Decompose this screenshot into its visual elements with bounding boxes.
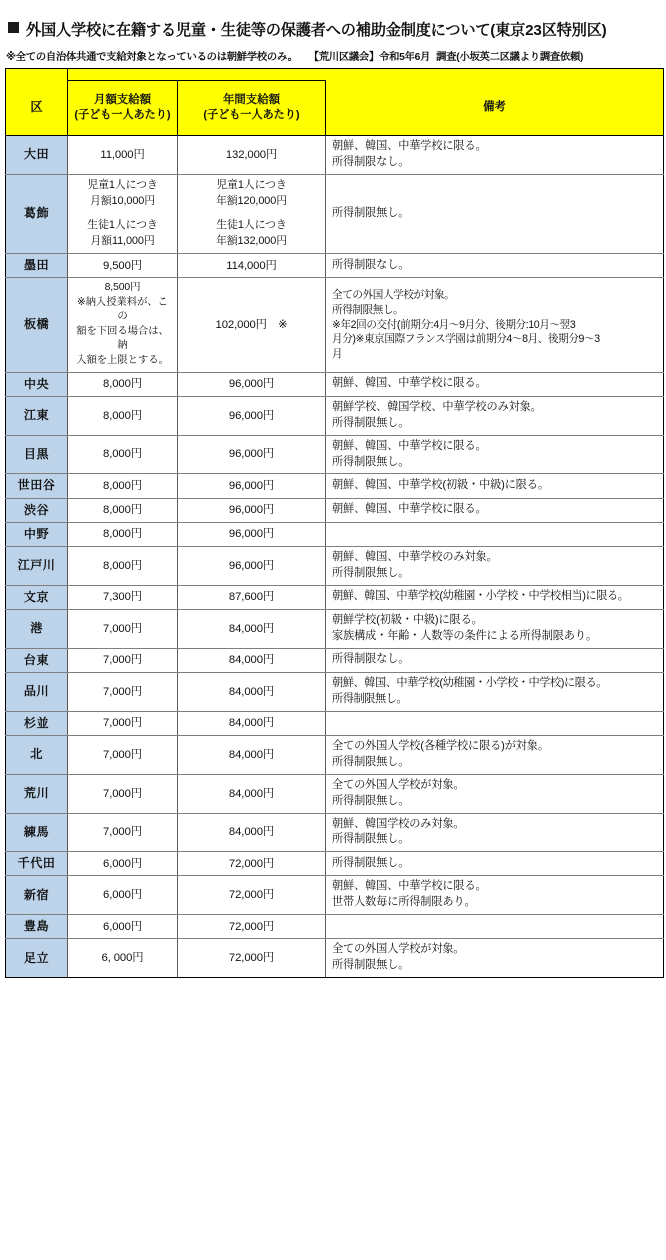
cell-annual-amount: 102,000円 ※ [178,278,326,372]
cell-annual-amount: 132,000円 [178,136,326,175]
text-line: 月 [332,347,343,360]
cell-annual-amount: 84,000円 [178,735,326,774]
cell-remark [326,136,664,175]
cell-annual-amount: 96,000円 [178,372,326,396]
text-line: 世帯人数毎に所得制限あり。 [332,896,476,909]
table-row [6,774,664,813]
table-row [6,522,664,546]
cell-annual-amount: 72,000円 [178,915,326,939]
cell-annual-amount: 96,000円 [178,435,326,474]
table-row [6,939,664,978]
text-line: 所得制限無し。 [332,692,408,705]
subsidy-table [5,68,664,978]
cell-ward: 千代田 [6,852,68,876]
cell-remark [326,474,664,498]
text-line: 朝鮮、韓国、中華学校のみ対象。 [332,550,498,563]
text-line: 朝鮮学校、韓国学校、中華学校のみ対象。 [332,400,542,413]
table-row [6,852,664,876]
cell-monthly-amount: 11,000円 [68,136,178,175]
cell-annual-amount: 87,600円 [178,585,326,609]
text-line: 所得制限無し。 [332,959,410,972]
cell-ward: 練馬 [6,813,68,852]
cell-annual-amount: 84,000円 [178,648,326,672]
text-line: 児童1人につき [216,178,287,191]
cell-monthly-amount: 6,000円 [68,915,178,939]
cell-remark [326,876,664,915]
cell-remark [326,774,664,813]
text-line: 所得制限無し。 [332,304,404,316]
cell-annual-amount: 96,000円 [178,522,326,546]
cell-ward: 江東 [6,396,68,435]
text-line: 所得制限なし。 [332,258,410,271]
text-line: 家族構成・年齢・人数等の条件による所得制限あり。 [332,629,597,642]
cell-annual-amount: 72,000円 [178,852,326,876]
cell-ward: 江戸川 [6,546,68,585]
cell-ward: 文京 [6,585,68,609]
subtitle-note-source: 【荒川区議会】令和5年6月 [308,52,431,63]
table-row [6,813,664,852]
text-line: 入額を上限とする。 [76,355,169,367]
table-body [6,136,664,978]
text-line: 年額120,000円 [215,194,288,207]
table-header-band [6,69,664,81]
text-line: 朝鮮、韓国、中華学校(初級・中級)に限る。 [332,479,549,492]
cell-ward: 台東 [6,648,68,672]
cell-remark [326,396,664,435]
cell-remark [326,278,664,372]
cell-ward: 新宿 [6,876,68,915]
text-line: 朝鮮、韓国、中華学校(幼稚園・小学校・中学校相当)に限る。 [332,590,629,603]
cell-ward: 大田 [6,136,68,175]
cell-monthly-amount: 8,000円 [68,372,178,396]
cell-annual-amount: 114,000円 [178,254,326,278]
header-band-span [68,69,664,81]
cell-annual-amount [178,174,326,253]
cell-monthly-amount: 7,300円 [68,585,178,609]
cell-monthly-amount: 8,000円 [68,522,178,546]
cell-annual-amount: 84,000円 [178,711,326,735]
text-line: 朝鮮、韓国学校のみ対象。 [332,817,465,830]
column-header-annual-sub: (子ども一人あたり) [203,109,300,122]
cell-remark [326,372,664,396]
cell-monthly-amount: 7,000円 [68,672,178,711]
text-line: 所得制限なし。 [332,155,410,168]
cell-monthly-amount: 8,000円 [68,435,178,474]
text-line: ※納入授業料が、この [77,296,168,323]
table-row [6,876,664,915]
cell-monthly-amount: 6, 000円 [68,939,178,978]
cell-annual-amount: 72,000円 [178,876,326,915]
cell-remark [326,609,664,648]
table-row [6,474,664,498]
cell-monthly-amount [68,278,178,372]
text-line: 朝鮮、韓国、中華学校に限る。 [332,503,487,516]
cell-remark [326,939,664,978]
text-line: 所得制限無し。 [332,856,410,869]
table-row [6,254,664,278]
table-header-row [6,81,664,136]
cell-ward: 渋谷 [6,498,68,522]
text-line: 年額132,000円 [215,235,288,248]
table-row [6,278,664,372]
text-line: 全ての外国人学校(各種学校に限る)が対象。 [332,739,549,752]
cell-remark [326,546,664,585]
cell-annual-amount: 84,000円 [178,609,326,648]
column-header-ward: 区 [6,81,68,136]
cell-ward: 足立 [6,939,68,978]
cell-monthly-amount [68,174,178,253]
text-line: 朝鮮学校(初級・中級)に限る。 [332,613,483,626]
text-line: 所得制限なし。 [332,653,410,666]
cell-annual-amount: 96,000円 [178,396,326,435]
text-line: ※年2回の交付(前期分:4月～9月分、後期分:10月～翌3 [332,318,576,331]
cell-monthly-amount: 7,000円 [68,735,178,774]
header-band-ward [6,69,68,81]
cell-monthly-amount: 7,000円 [68,609,178,648]
cell-monthly-amount: 6,000円 [68,876,178,915]
cell-annual-amount: 96,000円 [178,498,326,522]
cell-remark [326,435,664,474]
cell-ward: 杉並 [6,711,68,735]
table-row [6,672,664,711]
table-row [6,711,664,735]
cell-monthly-amount: 8,000円 [68,546,178,585]
cell-ward: 中野 [6,522,68,546]
text-line: 所得制限無し。 [332,755,410,768]
cell-remark [326,254,664,278]
subtitle-note-common: ※全ての自治体共通で支給対象となっているのは朝鮮学校のみ。 [6,52,298,63]
cell-remark [326,585,664,609]
text-line: 全ての外国人学校が対象。 [332,943,465,956]
text-line: 生徒1人につき [87,219,158,232]
text-line: 全ての外国人学校が対象。 [332,289,455,302]
cell-ward: 世田谷 [6,474,68,498]
cell-remark [326,672,664,711]
text-line: 所得制限無し。 [332,566,410,579]
subtitle-note-survey: 調査(小坂英二区議より調査依頼) [436,52,584,63]
table-header [6,69,664,136]
cell-remark [326,813,664,852]
table-row [6,648,664,672]
black-square-bullet-icon [8,22,19,33]
cell-monthly-amount: 8,000円 [68,498,178,522]
text-line: 月額10,000円 [89,194,156,207]
text-line: 児童1人につき [87,178,158,191]
text-line: 全ての外国人学校が対象。 [332,778,465,791]
cell-ward: 葛飾 [6,174,68,253]
cell-monthly-amount: 7,000円 [68,648,178,672]
table-row [6,546,664,585]
text-line: 8,500円 [104,282,141,294]
line-spacer [72,209,173,218]
cell-remark [326,174,664,253]
text-line: 所得制限無し。 [332,416,410,429]
page-title [0,0,666,40]
table-row [6,735,664,774]
cell-ward: 品川 [6,672,68,711]
cell-ward: 墨田 [6,254,68,278]
cell-annual-amount: 96,000円 [178,546,326,585]
table-row [6,136,664,175]
cell-ward: 港 [6,609,68,648]
column-header-monthly [68,81,178,136]
text-line: 朝鮮、韓国、中華学校に限る。 [332,439,487,452]
table-row [6,372,664,396]
cell-annual-amount: 84,000円 [178,672,326,711]
text-line: 額を下回る場合は、納 [76,325,169,352]
column-header-monthly-label: 月額支給額 [94,93,151,106]
column-header-annual [178,81,326,136]
text-line: 月分)※東京国際フランス学園は前期分4～8月、後期分9～3 [332,333,600,346]
text-line: 朝鮮、韓国、中華学校に限る。 [332,377,487,390]
text-line: 所得制限無し。 [332,455,410,468]
cell-remark [326,852,664,876]
table-row [6,396,664,435]
cell-ward: 北 [6,735,68,774]
text-line: 所得制限無し。 [332,833,410,846]
page-title-text: 外国人学校に在籍する児童・生徒等の保護者への補助金制度について(東京23区特別区) [26,22,607,39]
table-row [6,498,664,522]
cell-monthly-amount: 7,000円 [68,813,178,852]
cell-remark [326,498,664,522]
text-line: 朝鮮、韓国、中華学校(幼稚園・小学校・中学校)に限る。 [332,676,607,689]
cell-ward: 板橋 [6,278,68,372]
cell-monthly-amount: 7,000円 [68,774,178,813]
text-line: 月額11,000円 [90,235,155,248]
table-row [6,435,664,474]
text-line: 生徒1人につき [216,219,287,232]
column-header-monthly-sub: (子ども一人あたり) [74,109,171,122]
cell-remark [326,711,664,735]
subtitle-note [0,40,666,68]
text-line: 朝鮮、韓国、中華学校に限る。 [332,140,487,152]
text-line: 所得制限無し。 [332,794,410,807]
cell-monthly-amount: 8,000円 [68,396,178,435]
table-row [6,915,664,939]
column-header-remark: 備考 [326,81,664,136]
cell-ward: 荒川 [6,774,68,813]
cell-annual-amount: 84,000円 [178,774,326,813]
cell-remark [326,915,664,939]
cell-remark [326,648,664,672]
cell-monthly-amount: 6,000円 [68,852,178,876]
line-spacer [182,209,321,218]
cell-ward: 中央 [6,372,68,396]
text-line: 所得制限無し。 [332,206,410,219]
column-header-annual-label: 年間支給額 [223,93,280,106]
table-row [6,174,664,253]
cell-annual-amount: 96,000円 [178,474,326,498]
cell-ward: 豊島 [6,915,68,939]
cell-annual-amount: 72,000円 [178,939,326,978]
cell-ward: 目黒 [6,435,68,474]
cell-remark [326,522,664,546]
cell-annual-amount: 84,000円 [178,813,326,852]
table-row [6,609,664,648]
cell-monthly-amount: 7,000円 [68,711,178,735]
cell-remark [326,735,664,774]
table-row [6,585,664,609]
cell-monthly-amount: 8,000円 [68,474,178,498]
text-line: 朝鮮、韓国、中華学校に限る。 [332,880,487,893]
cell-monthly-amount: 9,500円 [68,254,178,278]
